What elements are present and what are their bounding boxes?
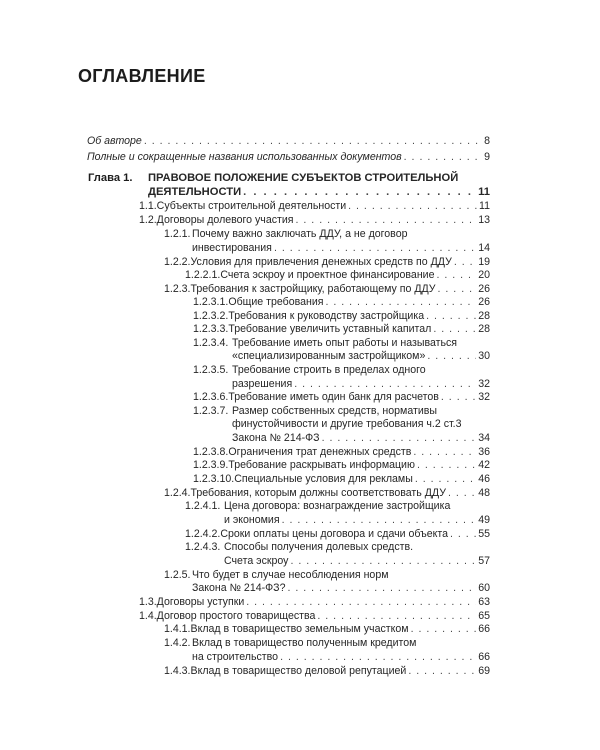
toc-entry-number: 1.4.3. — [164, 665, 191, 677]
toc-entry-text: Условия для привлечения денежных средств по ДДУ — [190, 256, 452, 268]
toc-entry-text-cont: Закона № 214-ФЗ — [232, 432, 320, 444]
toc-entry-text-cont: разрешения — [232, 378, 293, 390]
leader-dots — [296, 214, 477, 227]
toc-entry-1-2-3-4[interactable] — [193, 337, 457, 350]
toc-page-number: 11 — [479, 200, 490, 212]
chapter-label: Глава 1. — [88, 172, 133, 184]
leader-dots — [243, 186, 476, 199]
leader-dots — [433, 323, 476, 336]
toc-entry-text: Договоры долевого участия — [156, 214, 294, 226]
toc-entry-number: 1.2.3.2. — [193, 310, 229, 322]
toc-page-number: 65 — [478, 610, 490, 622]
toc-entry-about-author[interactable] — [87, 135, 490, 148]
toc-page-number: 20 — [478, 269, 490, 281]
leader-dots — [280, 651, 476, 664]
toc-entry-text: ДЕЯТЕЛЬНОСТИ — [148, 186, 242, 198]
toc-entry-text: Требование иметь опыт работы и называться — [232, 337, 458, 349]
leader-dots — [436, 269, 476, 282]
toc-entry-text: Об авторе — [87, 135, 142, 147]
toc-entry-1-2-1-cont[interactable] — [192, 242, 490, 255]
toc-page-number: 48 — [478, 487, 490, 499]
toc-entry-text: Общие требования — [228, 296, 324, 308]
toc-page-number: 26 — [478, 283, 490, 295]
chapter-title-line1[interactable]: ПРАВОВОЕ ПОЛОЖЕНИЕ СУБЪЕКТОВ СТРОИТЕЛЬНОЙ — [148, 172, 459, 184]
toc-entry-1-2-1[interactable] — [164, 228, 407, 241]
leader-dots — [450, 528, 476, 541]
toc-entry-1-2-4-1-cont[interactable] — [224, 514, 490, 527]
toc-entry-text: Требования к руководству застройщика — [228, 310, 425, 322]
leader-dots — [290, 555, 476, 568]
toc-entry-1-2-4-2[interactable] — [185, 528, 490, 541]
toc-entry-1-2-4[interactable] — [164, 487, 490, 500]
leader-dots — [322, 432, 477, 445]
leader-dots — [441, 391, 476, 404]
toc-entry-number: 1.2.2. — [164, 256, 191, 268]
toc-page-number: 49 — [478, 514, 490, 526]
toc-entry-text: Вклад в товарищество деловой репутацией — [190, 665, 407, 677]
page-title: ОГЛАВЛЕНИЕ — [78, 66, 206, 86]
toc-entry-text: Вклад в товарищество земельным участком — [190, 623, 409, 635]
toc-entry-number: 1.2.3.3. — [193, 323, 229, 335]
toc-page-number: 32 — [478, 391, 490, 403]
toc-entry-1-2-3-8[interactable] — [193, 446, 490, 459]
toc-page-number: 55 — [478, 528, 490, 540]
leader-dots — [287, 582, 476, 595]
toc-entry-documents[interactable] — [87, 151, 490, 164]
leader-dots — [427, 350, 476, 363]
toc-entry-number: 1.2.3.10. — [193, 473, 235, 485]
toc-entry-1-2-4-3[interactable] — [185, 541, 413, 554]
leader-dots — [448, 487, 476, 500]
toc-entry-text: Почему важно заключать ДДУ, а не договор — [192, 228, 408, 240]
leader-dots — [246, 596, 476, 609]
leader-dots — [413, 446, 476, 459]
toc-entry-1-2-3-10[interactable] — [193, 473, 490, 486]
leader-dots — [404, 151, 482, 164]
toc-page-number: 26 — [478, 296, 490, 308]
leader-dots — [274, 242, 476, 255]
toc-entry-text: Требование иметь один банк для расчетов — [228, 391, 439, 403]
toc-page-number: 57 — [478, 555, 490, 567]
leader-dots — [282, 514, 477, 527]
toc-entry-1-2-5[interactable] — [164, 569, 389, 582]
toc-entry-number: 1.2.3.4. — [193, 337, 229, 349]
toc-entry-number: 1.2. — [139, 214, 157, 226]
toc-entry-1-4-2-cont[interactable] — [192, 651, 490, 664]
toc-entry-text: Что будет в случае несоблюдения норм — [192, 569, 389, 581]
toc-entry-1-2-3-3[interactable] — [193, 323, 490, 336]
toc-entry-chapter-1[interactable] — [148, 186, 490, 199]
toc-entry-1-4-1[interactable] — [164, 623, 490, 636]
toc-entry-1-2-3-7-cont2[interactable] — [232, 432, 490, 445]
toc-entry-number: 1.2.4.3. — [185, 541, 221, 553]
toc-entry-number: 1.2.1. — [164, 228, 191, 240]
leader-dots — [348, 200, 477, 213]
toc-entry-text: Полные и сокращенные названия использованных документов — [87, 151, 402, 163]
toc-entry-number: 1.2.4. — [164, 487, 191, 499]
toc-entry-1-2-3-4-cont[interactable] — [232, 350, 490, 363]
toc-entry-1-2-2[interactable] — [164, 256, 490, 269]
toc-entry-text-cont: Закона № 214-ФЗ? — [192, 582, 286, 594]
toc-entry-1-2-4-1[interactable] — [185, 500, 450, 513]
leader-dots — [454, 256, 476, 269]
toc-entry-number: 1.2.3. — [164, 283, 191, 295]
toc-entry-text: Требование увеличить уставный капитал — [228, 323, 432, 335]
leader-dots — [438, 283, 477, 296]
toc-page-number: 14 — [478, 242, 490, 254]
toc-entry-1-2-2-1[interactable] — [185, 269, 490, 282]
toc-page-number: 8 — [484, 135, 490, 147]
toc-entry-text: Договоры уступки — [156, 596, 245, 608]
toc-entry-1-2-5-cont[interactable] — [192, 582, 490, 595]
leader-dots — [326, 296, 477, 309]
toc-entry-1-4-3[interactable] — [164, 665, 490, 678]
toc-entry-1-2-3-9[interactable] — [193, 459, 490, 472]
toc-entry-text-cont: инвестирования — [192, 242, 272, 254]
toc-entry-text: Требование строить в пределах одного — [232, 364, 426, 376]
toc-entry-1-4-2[interactable] — [164, 637, 416, 650]
toc-entry-text: Требование раскрывать информацию — [228, 459, 415, 471]
leader-dots — [417, 459, 476, 472]
toc-entry-text: Договор простого товарищества — [156, 610, 316, 622]
toc-page-number: 66 — [478, 623, 490, 635]
leader-dots — [415, 473, 476, 486]
toc-entry-text: Специальные условия для рекламы — [234, 473, 413, 485]
toc-entry-number: 1.2.3.7. — [193, 405, 229, 417]
toc-entry-number: 1.2.4.1. — [185, 500, 221, 512]
toc-entry-number: 1.2.3.9. — [193, 459, 229, 471]
toc-entry-1-2-3-7-cont1[interactable]: финустойчивости и другие требования ч.2 ст.3 — [232, 418, 462, 430]
toc-entry-number: 1.4.2. — [164, 637, 191, 649]
toc-page-number: 60 — [478, 582, 490, 594]
toc-entry-text: Вклад в товарищество полученным кредитом — [192, 637, 417, 649]
toc-entry-number: 1.3. — [139, 596, 157, 608]
toc-entry-number: 1.2.4.2. — [185, 528, 221, 540]
toc-entry-text-cont: Счета эскроу — [224, 555, 289, 567]
toc-entry-number: 1.2.2.1. — [185, 269, 221, 281]
toc-page-number: 42 — [478, 459, 490, 471]
toc-entry-text-cont: «специализированным застройщиком» — [232, 350, 426, 362]
leader-dots — [408, 665, 476, 678]
toc-entry-number: 1.2.3.5. — [193, 364, 229, 376]
toc-page-number: 28 — [478, 310, 490, 322]
toc-entry-text: Размер собственных средств, нормативы — [232, 405, 437, 417]
toc-entry-1-2-3-5[interactable] — [193, 364, 426, 377]
toc-page-number: 19 — [478, 256, 490, 268]
toc-page-number: 63 — [478, 596, 490, 608]
toc-entry-1-2-3-6[interactable] — [193, 391, 490, 404]
toc-page-number: 30 — [478, 350, 490, 362]
leader-dots — [426, 310, 476, 323]
toc-entry-number: 1.4. — [139, 610, 157, 622]
toc-page-number: 28 — [478, 323, 490, 335]
toc-page-number: 11 — [478, 186, 490, 198]
toc-entry-number: 1.2.3.1. — [193, 296, 229, 308]
toc-page-number: 69 — [478, 665, 490, 677]
toc-entry-1-2-3-5-cont[interactable] — [232, 378, 490, 391]
toc-page-number: 46 — [478, 473, 490, 485]
leader-dots — [411, 623, 477, 636]
toc-entry-1-3[interactable] — [139, 596, 490, 609]
toc-entry-number: 1.4.1. — [164, 623, 191, 635]
toc-entry-1-1[interactable] — [139, 200, 490, 213]
toc-entry-text: Субъекты строительной деятельности — [156, 200, 347, 212]
toc-entry-text: Цена договора: вознаграждение застройщика — [224, 500, 451, 512]
toc-page-number: 36 — [478, 446, 490, 458]
toc-entry-text-cont: и экономия — [224, 514, 280, 526]
leader-dots — [294, 378, 476, 391]
toc-entry-text: Ограничения трат денежных средств — [228, 446, 412, 458]
toc-entry-1-2-3[interactable] — [164, 283, 490, 296]
toc-entry-number: 1.2.5. — [164, 569, 191, 581]
toc-entry-1-2-3-7[interactable] — [193, 405, 437, 418]
toc-entry-1-4[interactable] — [139, 610, 490, 623]
toc-entry-number: 1.1. — [139, 200, 157, 212]
toc-entry-text-cont: на строительство — [192, 651, 279, 663]
toc-entry-1-2[interactable] — [139, 214, 490, 227]
leader-dots — [317, 610, 476, 623]
toc-entry-1-2-3-2[interactable] — [193, 310, 490, 323]
toc-entry-text: Требования к застройщику, работающему по ДДУ — [190, 283, 436, 295]
toc-entry-number: 1.2.3.6. — [193, 391, 229, 403]
toc-entry-text: Счета эскроу и проектное финансирование — [220, 269, 435, 281]
toc-page-number: 34 — [478, 432, 490, 444]
toc-entry-1-2-3-1[interactable] — [193, 296, 490, 309]
toc-page-number: 66 — [478, 651, 490, 663]
leader-dots — [144, 135, 482, 148]
toc-page-number: 9 — [484, 151, 490, 163]
toc-entry-text: Требования, которым должны соответствовать ДДУ — [190, 487, 446, 499]
toc-entry-number: 1.2.3.8. — [193, 446, 229, 458]
toc-entry-text: Сроки оплаты цены договора и сдачи объекта — [220, 528, 448, 540]
toc-entry-text: Способы получения долевых средств. — [224, 541, 414, 553]
toc-page-number: 13 — [478, 214, 490, 226]
toc-entry-1-2-4-3-cont[interactable] — [224, 555, 490, 568]
toc-page-number: 32 — [478, 378, 490, 390]
